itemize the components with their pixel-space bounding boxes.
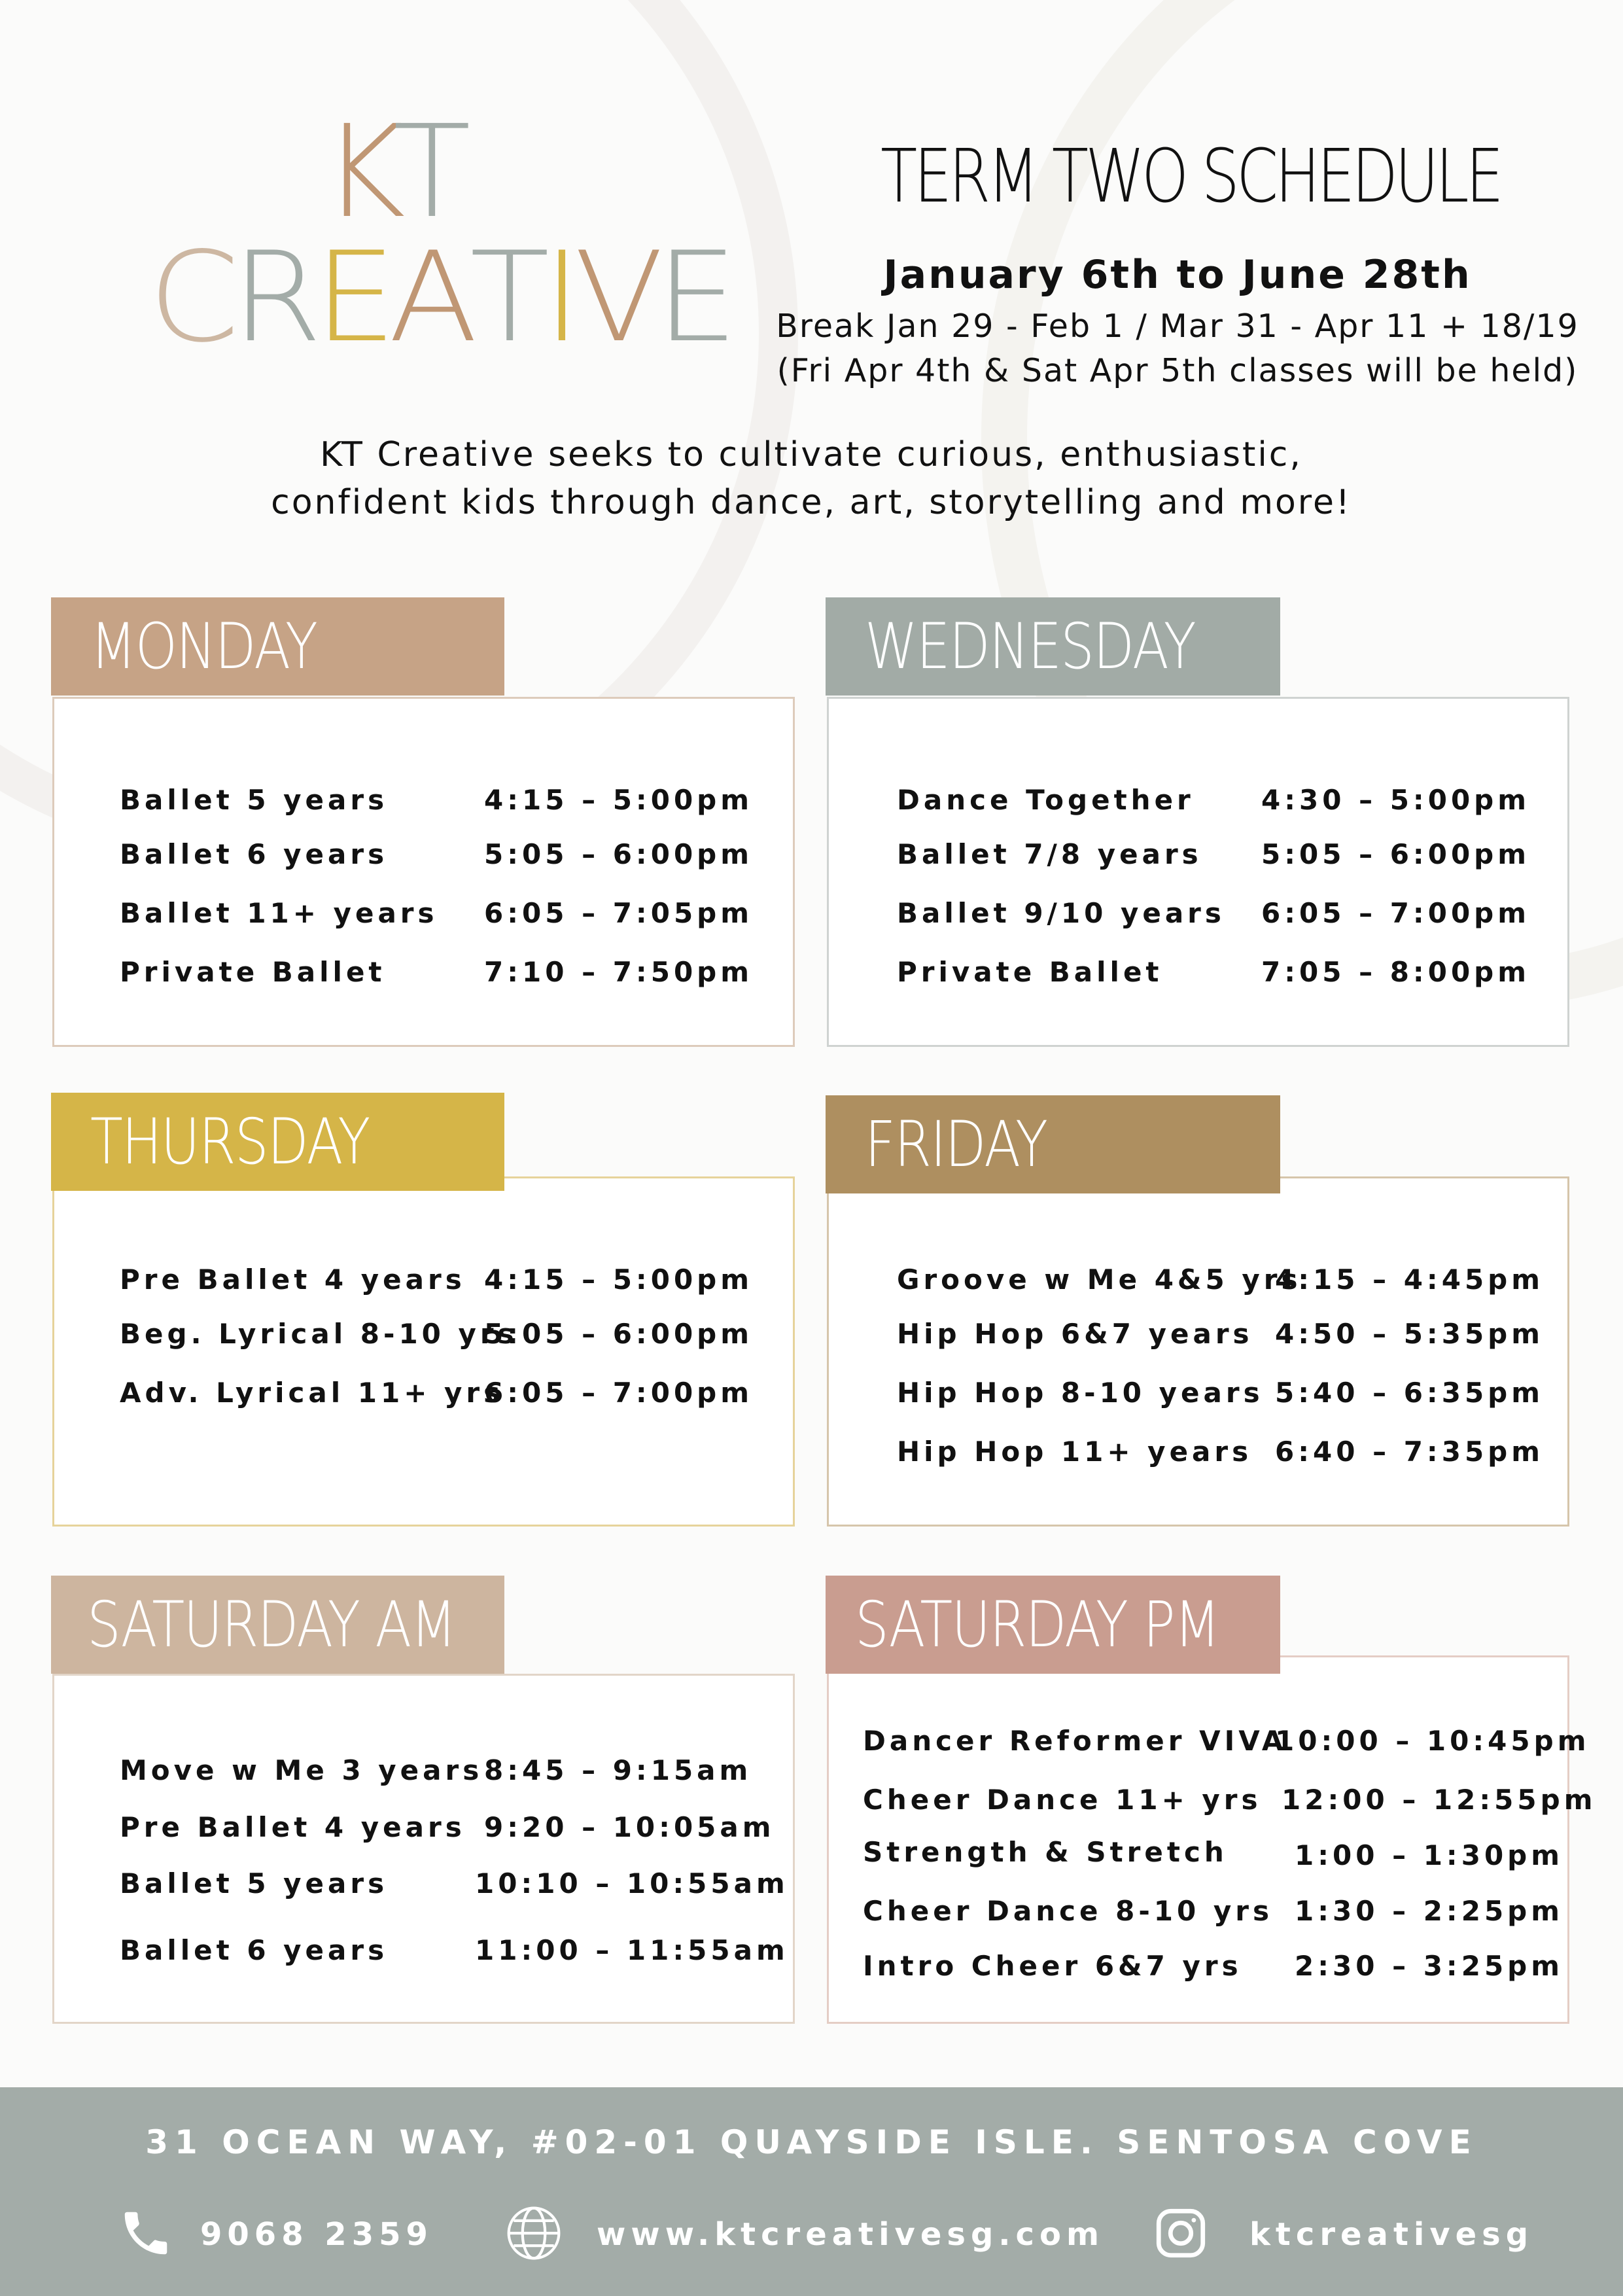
class-time: 6:05 – 7:05pm [484, 897, 754, 929]
class-name: Ballet 9/10 years [897, 897, 1225, 929]
class-time: 10:10 – 10:55am [475, 1867, 789, 1899]
class-name: Cheer Dance 8-10 yrs [863, 1895, 1273, 1927]
phone-number: 9068 2359 [200, 2216, 433, 2253]
website-contact[interactable] [504, 2205, 1104, 2264]
class-name: Private Ballet [897, 956, 1163, 988]
class-time: 7:10 – 7:50pm [484, 956, 754, 988]
class-time: 8:45 – 9:15am [484, 1754, 752, 1786]
intro-line-2: confident kids through dance, art, storytelling and more! [271, 483, 1352, 522]
class-time: 2:30 – 3:25pm [1295, 1950, 1564, 1982]
class-time: 6:40 – 7:35pm [1275, 1436, 1544, 1468]
class-name: Ballet 7/8 years [897, 838, 1202, 870]
class-time: 6:05 – 7:00pm [1261, 897, 1531, 929]
class-name: Ballet 6 years [120, 838, 389, 870]
logo-creative: CREATIVE [148, 225, 734, 370]
class-time: 1:00 – 1:30pm [1295, 1839, 1564, 1871]
class-name: Dancer Reformer VIVA [863, 1725, 1287, 1757]
saturday-pm-card [827, 1655, 1597, 2024]
class-time: 1:30 – 2:25pm [1295, 1895, 1564, 1927]
intro-line-1: KT Creative seeks to cultivate curious, enthusiastic, [320, 435, 1302, 474]
friday-card [827, 1176, 1569, 1527]
class-time: 4:50 – 5:35pm [1275, 1318, 1544, 1350]
class-name: Hip Hop 8-10 years [897, 1377, 1264, 1409]
class-name: Pre Ballet 4 years [120, 1263, 466, 1296]
class-name: Adv. Lyrical 11+ yrs [120, 1377, 504, 1409]
class-name: Move w Me 3 years [120, 1754, 483, 1786]
website-link[interactable]: www.ktcreativesg.com [597, 2216, 1104, 2253]
wednesday-card [827, 697, 1569, 1047]
class-name: Groove w Me 4&5 yrs [897, 1263, 1302, 1296]
saturday-pm-heading: SATURDAY PM [826, 1576, 1280, 1674]
address: 31 OCEAN WAY, #02-01 QUAYSIDE ISLE. SENTOSA COVE [145, 2123, 1478, 2161]
class-time: 4:15 – 5:00pm [484, 784, 754, 816]
instagram-icon [1151, 2204, 1210, 2265]
monday-heading: MONDAY [51, 597, 504, 696]
class-time: 10:00 – 10:45pm [1275, 1725, 1590, 1757]
saturday-am-heading: SATURDAY AM [51, 1576, 504, 1674]
class-name: Dance Together [897, 784, 1195, 816]
thursday-card [52, 1176, 795, 1527]
class-name: Pre Ballet 4 years [120, 1811, 466, 1843]
class-time: 5:05 – 6:00pm [484, 1318, 754, 1350]
class-name: Beg. Lyrical 8-10 yrs [120, 1318, 518, 1350]
class-name: Ballet 5 years [120, 1867, 389, 1899]
friday-heading: FRIDAY [826, 1095, 1280, 1193]
class-time: 5:05 – 6:00pm [1261, 838, 1531, 870]
class-time: 9:20 – 10:05am [484, 1811, 775, 1843]
break-dates: Break Jan 29 - Feb 1 / Mar 31 - Apr 11 + 18/19 [776, 308, 1579, 345]
class-time: 5:05 – 6:00pm [484, 838, 754, 870]
page-title: TERM TWO SCHEDULE [881, 134, 1501, 219]
holiday-note: (Fri Apr 4th & Sat Apr 5th classes will be held) [777, 352, 1579, 389]
class-time: 7:05 – 8:00pm [1261, 956, 1531, 988]
globe-icon [504, 2203, 564, 2266]
class-name: Intro Cheer 6&7 yrs [863, 1950, 1242, 1982]
wednesday-heading: WEDNESDAY [826, 597, 1280, 696]
logo-kt: KT [322, 97, 468, 246]
class-name: Ballet 11+ years [120, 897, 438, 929]
class-time: 6:05 – 7:00pm [484, 1377, 754, 1409]
instagram-contact[interactable] [1151, 2205, 1533, 2264]
class-name: Ballet 6 years [120, 1934, 389, 1966]
phone-contact[interactable] [118, 2205, 433, 2264]
class-time: 4:15 – 5:00pm [484, 1263, 754, 1296]
class-time: 11:00 – 11:55am [475, 1934, 789, 1966]
brand-logo [148, 97, 734, 370]
class-name: Cheer Dance 11+ yrs [863, 1784, 1262, 1816]
class-time: 5:40 – 6:35pm [1275, 1377, 1544, 1409]
class-name: Hip Hop 11+ years [897, 1436, 1253, 1468]
class-time: 4:15 – 4:45pm [1275, 1263, 1544, 1296]
phone-icon [118, 2205, 174, 2264]
class-name: Hip Hop 6&7 years [897, 1318, 1253, 1350]
footer [0, 2087, 1623, 2296]
class-name: Strength & Stretch [863, 1836, 1228, 1868]
term-dates: January 6th to June 28th [883, 252, 1472, 298]
class-time: 12:00 – 12:55pm [1282, 1784, 1597, 1816]
saturday-am-card [52, 1674, 795, 2024]
thursday-heading: THURSDAY [51, 1093, 504, 1191]
instagram-handle[interactable]: ktcreativesg [1249, 2216, 1534, 2253]
class-name: Private Ballet [120, 956, 386, 988]
monday-card [52, 697, 795, 1047]
class-name: Ballet 5 years [120, 784, 389, 816]
class-time: 4:30 – 5:00pm [1261, 784, 1531, 816]
